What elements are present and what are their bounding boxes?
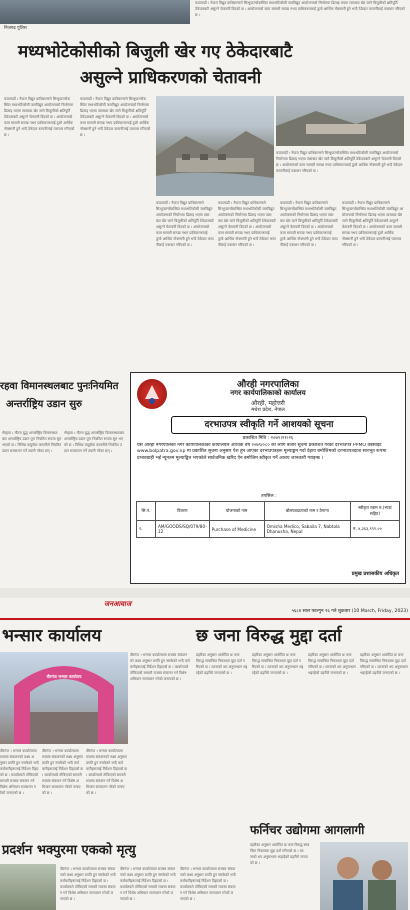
dam-photo: [156, 96, 274, 196]
case-filed-headline: छ जना विरुद्ध मुद्दा दर्ता: [196, 626, 342, 646]
protest-headline: प्रदर्शन भक्पुरमा एकको मृत्यु: [2, 843, 136, 858]
customs-column-1: वीरगंज । भन्सार कार्यालयमा राजस्व संकलनको लक्ष्य अनुसार प्रगति हुन नसकेको भन्दै कर्मचारीहरूलाई निर्देशन दिइएको छ । कार्यालयले तोकिएको समयमै राजस्व संकलन गर्न विशेष अभियान सञ्चालन गरेको जनाएको छ ।: [130, 653, 190, 681]
customs-column-0: वीरगंज । भन्सार कार्यालयमा राजस्व संकलनको लक्ष्य अनुसार प्रगति हुन नसकेको भन्दै कर्मचारीहरूलाई निर्देशन दिइएको छ । कार्यालयले तोकिएको समयमै राजस्व संकलन गर्न विशेष अभियान सञ्चालन गरेको जनाएको छ ।: [0, 749, 39, 795]
portrait-photo: [320, 842, 408, 910]
protest-column-2: वीरगंज । भन्सार कार्यालयमा राजस्व संकलनको लक्ष्य अनुसार प्रगति हुन नसकेको भन्दै कर्मचारीहरूलाई निर्देशन दिइएको छ । कार्यालयले तोकिएको समयमै राजस्व संकलन गर्न विशेष अभियान सञ्चालन गरेको जनाएको छ ।: [120, 867, 176, 901]
construction-photo: [276, 96, 404, 146]
table-cell: AM/GOODS/SQ/079/80-12: [156, 521, 210, 538]
protest-column-3: वीरगंज । भन्सार कार्यालयमा राजस्व संकलनको लक्ष्य अनुसार प्रगति हुन नसकेको भन्दै कर्मचारीहरूलाई निर्देशन दिइएको छ । कार्यालयले तोकिएको समयमै राजस्व संकलन गर्न विशेष अभियान सञ्चालन गरेको जनाएको छ ।: [180, 867, 236, 901]
notice-title: दरभाउपत्र स्वीकृति गर्ने आशयको सूचना: [171, 416, 367, 434]
main-headline-line2: असुल्ने प्राधिकरणको चेतावनी: [80, 68, 262, 88]
top-text-column: काठमाडौं । नेपाल विद्युत प्राधिकरणले सिन्धुपाल्चोकस्थित मध्यभोटेकोसी जलविद्युत आयोजनाको निर्माणमा ढिलाइ भएमा त्यसबाट खेर जाने बिजुलीको क्षतिपूर्ति ठेकेदारबाटै असुल्ने चेतावनी दिएको छ । आयोजनाको काम समयमै सम्पन्न नभए प्राधिकरणलाई ठूलो आर्थिक नोक्सानी हुने भन्दै ठेकेदार कम्पनीलाई पत्राचार गरिएको छ ।: [195, 1, 405, 17]
article-column-2: काठमाडौं । नेपाल विद्युत प्राधिकरणले सिन्धुपाल्चोकस्थित मध्यभोटेकोसी जलविद्युत आयोजनाको निर्माणमा ढिलाइ भएमा त्यसबाट खेर जाने बिजुलीको क्षतिपूर्ति ठेकेदारबाटै असुल्ने चेतावनी दिएको छ । आयोजनाको काम समयमै सम्पन्न नभए प्राधिकरणलाई ठूलो आर्थिक नोक्सानी हुने भन्दै ठेकेदार कम्पनीलाई पत्राचार गरिएको छ ।: [80, 97, 151, 137]
date-line: ५६८४ साल फाल्गुन २६ गते शुक्रवार (10 March, Friday, 2023): [291, 609, 408, 614]
airport-headline-line2: अन्तर्राष्ट्रिय उडान सुरु: [6, 399, 83, 410]
article-column-3: काठमाडौं । नेपाल विद्युत प्राधिकरणले सिन्धुपाल्चोकस्थित मध्यभोटेकोसी जलविद्युत आयोजनाको निर्माणमा ढिलाइ भएमा त्यसबाट खेर जाने बिजुलीको क्षतिपूर्ति ठेकेदारबाटै असुल्ने चेतावनी दिएको छ । आयोजनाको काम समयमै सम्पन्न नभए प्राधिकरणलाई ठूलो आर्थिक नोक्सानी हुने भन्दै ठेकेदार कम्पनीलाई पत्राचार गरिएको छ ।: [276, 151, 403, 173]
fire-headline: फर्निचर उद्योगमा आगलागी: [250, 823, 365, 837]
table-cell: Purchase of Medicine: [209, 521, 264, 538]
gate-illustration: [0, 652, 128, 744]
office-line2: नगर कार्यपालिकाको कार्यालय: [230, 389, 306, 397]
table-cell: १.: [137, 521, 156, 538]
table-header: सि.नं.: [137, 502, 156, 521]
newspaper-page-bottom: [0, 598, 410, 910]
case-column-3: प्रहरीका अनुसार आरोपित छ जना विरुद्ध सम्बन्धित निकायमा मुद्दा दर्ता गरिएको छ । घटनाको थप अनुसन्धान भइरहेको प्रहरीले जनाएको छ ।: [308, 653, 356, 675]
article-column-1: काठमाडौं । नेपाल विद्युत प्राधिकरणले सिन्धुपाल्चोकस्थित मध्यभोटेकोसी जलविद्युत आयोजनाको निर्माणमा ढिलाइ भएमा त्यसबाट खेर जाने बिजुलीको क्षतिपूर्ति ठेकेदारबाटै असुल्ने चेतावनी दिएको छ । आयोजनाको काम समयमै सम्पन्न नभए प्राधिकरणलाई ठूलो आर्थिक नोक्सानी हुने भन्दै ठेकेदार कम्पनीलाई पत्राचार गरिएको छ ।: [4, 97, 75, 137]
notice-date: प्रकाशित मिति : २०७९।११।२६: [242, 436, 294, 441]
customs-column-3: वीरगंज । भन्सार कार्यालयमा राजस्व संकलनको लक्ष्य अनुसार प्रगति हुन नसकेको भन्दै कर्मचारीहरूलाई निर्देशन दिइएको छ । कार्यालयले तोकिएको समयमै राजस्व संकलन गर्न विशेष अभियान सञ्चालन गरेको जनाएको छ ।: [86, 749, 127, 795]
office-line1: औरही नगरपालिका: [237, 380, 299, 390]
customs-column-2: वीरगंज । भन्सार कार्यालयमा राजस्व संकलनको लक्ष्य अनुसार प्रगति हुन नसकेको भन्दै कर्मचारीहरूलाई निर्देशन दिइएको छ । कार्यालयले तोकिएको समयमै राजस्व संकलन गर्न विशेष अभियान सञ्चालन गरेको जनाएको छ ।: [42, 749, 83, 795]
table-header: स्वीकृत रकम रु.(भ्याट सहित): [351, 502, 400, 521]
table-cell: रु. ४,३६३,९९२.००: [351, 521, 400, 538]
office-line3: औरही, महोत्तरी: [251, 400, 285, 407]
article-column-4: काठमाडौं । नेपाल विद्युत प्राधिकरणले सिन्धुपाल्चोकस्थित मध्यभोटेकोसी जलविद्युत आयोजनाको निर्माणमा ढिलाइ भएमा त्यसबाट खेर जाने बिजुलीको क्षतिपूर्ति ठेकेदारबाटै असुल्ने चेतावनी दिएको छ । आयोजनाको काम समयमै सम्पन्न नभए प्राधिकरणलाई ठूलो आर्थिक नोक्सानी हुने भन्दै ठेकेदार कम्पनीलाई पत्राचार गरिएको छ ।: [156, 201, 214, 247]
tender-table: [136, 501, 400, 538]
article-column-6: काठमाडौं । नेपाल विद्युत प्राधिकरणले सिन्धुपाल्चोकस्थित मध्यभोटेकोसी जलविद्युत आयोजनाको निर्माणमा ढिलाइ भएमा त्यसबाट खेर जाने बिजुलीको क्षतिपूर्ति ठेकेदारबाटै असुल्ने चेतावनी दिएको छ । आयोजनाको काम समयमै सम्पन्न नभए प्राधिकरणलाई ठूलो आर्थिक नोक्सानी हुने भन्दै ठेकेदार कम्पनीलाई पत्राचार गरिएको छ ।: [280, 201, 338, 247]
customs-gate-photo: [0, 652, 128, 744]
bottom-left-photo: [0, 864, 56, 910]
gate-sign-text: वीरगंज भन्सार कार्यालय: [46, 674, 82, 679]
customs-headline: भन्सार कार्यालय: [2, 626, 102, 646]
case-column-2: प्रहरीका अनुसार आरोपित छ जना विरुद्ध सम्बन्धित निकायमा मुद्दा दर्ता गरिएको छ । घटनाको थप अनुसन्धान भइरहेको प्रहरीले जनाएको छ ।: [252, 653, 304, 675]
notice-footer: प्रमुख प्रशासकीय अधिकृत: [351, 571, 399, 577]
airport-headline-line1: रहवा विमानस्थलबाट पुनःनियमित: [0, 381, 119, 392]
airport-column-2: भैरहवा । गौतम बुद्ध अन्तर्राष्ट्रिय विमानस्थलबाट अन्तर्राष्ट्रिय उडान पुनः नियमित रूपमा सुरु भएको छ । विभिन्न वायुसेवा कम्पनीले नियमित उडान सञ्चालन गर्ने तयारी गरेका छन् ।: [64, 431, 125, 453]
table-row: [137, 521, 400, 538]
table-header-row: [137, 502, 400, 521]
fire-column: प्रहरीका अनुसार आरोपित छ जना विरुद्ध सम्बन्धित निकायमा मुद्दा दर्ता गरिएको छ । घटनाको थप अनुसन्धान भइरहेको प्रहरीले जनाएको छ ।: [250, 843, 310, 865]
article-column-5: काठमाडौं । नेपाल विद्युत प्राधिकरणले सिन्धुपाल्चोकस्थित मध्यभोटेकोसी जलविद्युत आयोजनाको निर्माणमा ढिलाइ भएमा त्यसबाट खेर जाने बिजुलीको क्षतिपूर्ति ठेकेदारबाटै असुल्ने चेतावनी दिएको छ । आयोजनाको काम समयमै सम्पन्न नभए प्राधिकरणलाई ठूलो आर्थिक नोक्सानी हुने भन्दै ठेकेदार कम्पनीलाई पत्राचार गरिएको छ ।: [218, 201, 276, 247]
dam-illustration: [156, 96, 274, 196]
top-strip-photo: [0, 0, 190, 24]
protest-column-1: वीरगंज । भन्सार कार्यालयमा राजस्व संकलनको लक्ष्य अनुसार प्रगति हुन नसकेको भन्दै कर्मचारीहरूलाई निर्देशन दिइएको छ । कार्यालयले तोकिएको समयमै राजस्व संकलन गर्न विशेष अभियान सञ्चालन गरेको जनाएको छ ।: [60, 867, 116, 901]
construction-illustration: [276, 96, 404, 146]
table-cell: Omisha Medico, Sabaila 7, Nabtola Dhanusha, Nepal: [264, 521, 350, 538]
notice-body: यस औरही नगरपालिका नगर कार्यपालिकाको कार्यालयले आर्थिक वर्ष २०७९/०८० को लागि बजार सूचना प्रकाशित गरेको दरभाउपत्र PPMO वेबसाइट www.bolpatra.gov.np मा प्रकाशित सूचना अनुसार पेश हुन आएका दरभाउपत्रहरू मूल्याङ्कन गर्दा देहाय बमोजिमको दरभाउपत्रदाता सारभूत रूपमा प्रभावग्राही भई न्यूनतम मूल्याङ्कित भएकोले सार्वजनिक खरिद ऐन बमोजिम स्वीकृत गर्ने आशय जानकारी गराइन्छ ।: [137, 443, 387, 461]
main-headline-line1: मध्यभोटेकोसीको बिजुली खेर गए ठेकेदारबाटै: [18, 42, 293, 62]
article-column-7: काठमाडौं । नेपाल विद्युत प्राधिकरणले सिन्धुपाल्चोकस्थित मध्यभोटेकोसी जलविद्युत आयोजनाको निर्माणमा ढिलाइ भएमा त्यसबाट खेर जाने बिजुलीको क्षतिपूर्ति ठेकेदारबाटै असुल्ने चेतावनी दिएको छ । आयोजनाको काम समयमै सम्पन्न नभए प्राधिकरणलाई ठूलो आर्थिक नोक्सानी हुने भन्दै ठेकेदार कम्पनीलाई पत्राचार गरिएको छ ।: [342, 201, 404, 247]
masthead-rule: [0, 618, 410, 620]
top-caption: निजगढ पुलिस: [4, 26, 27, 31]
masthead-logo: जनआवाज: [104, 600, 132, 608]
case-column-4: प्रहरीका अनुसार आरोपित छ जना विरुद्ध सम्बन्धित निकायमा मुद्दा दर्ता गरिएको छ । घटनाको थप अनुसन्धान भइरहेको प्रहरीले जनाएको छ ।: [360, 653, 408, 675]
tender-notice: [130, 372, 406, 584]
case-column-1: प्रहरीका अनुसार आरोपित छ जना विरुद्ध सम्बन्धित निकायमा मुद्दा दर्ता गरिएको छ । घटनाको थप अनुसन्धान भइरहेको प्रहरीले जनाएको छ ।: [196, 653, 248, 675]
portrait-illustration: [320, 842, 408, 910]
airport-column-1: भैरहवा । गौतम बुद्ध अन्तर्राष्ट्रिय विमानस्थलबाट अन्तर्राष्ट्रिय उडान पुनः नियमित रूपमा सुरु भएको छ । विभिन्न वायुसेवा कम्पनीले नियमित उडान सञ्चालन गर्ने तयारी गरेका छन् ।: [2, 431, 62, 453]
table-header: विवरण: [156, 502, 210, 521]
table-title: तपसिल :: [261, 494, 277, 499]
table-header: बोलपत्रदाताको नाम र ठेगाना: [264, 502, 350, 521]
office-line4: मधेश प्रदेश, नेपाल: [251, 407, 285, 413]
table-header: योजनाको नाम: [209, 502, 264, 521]
